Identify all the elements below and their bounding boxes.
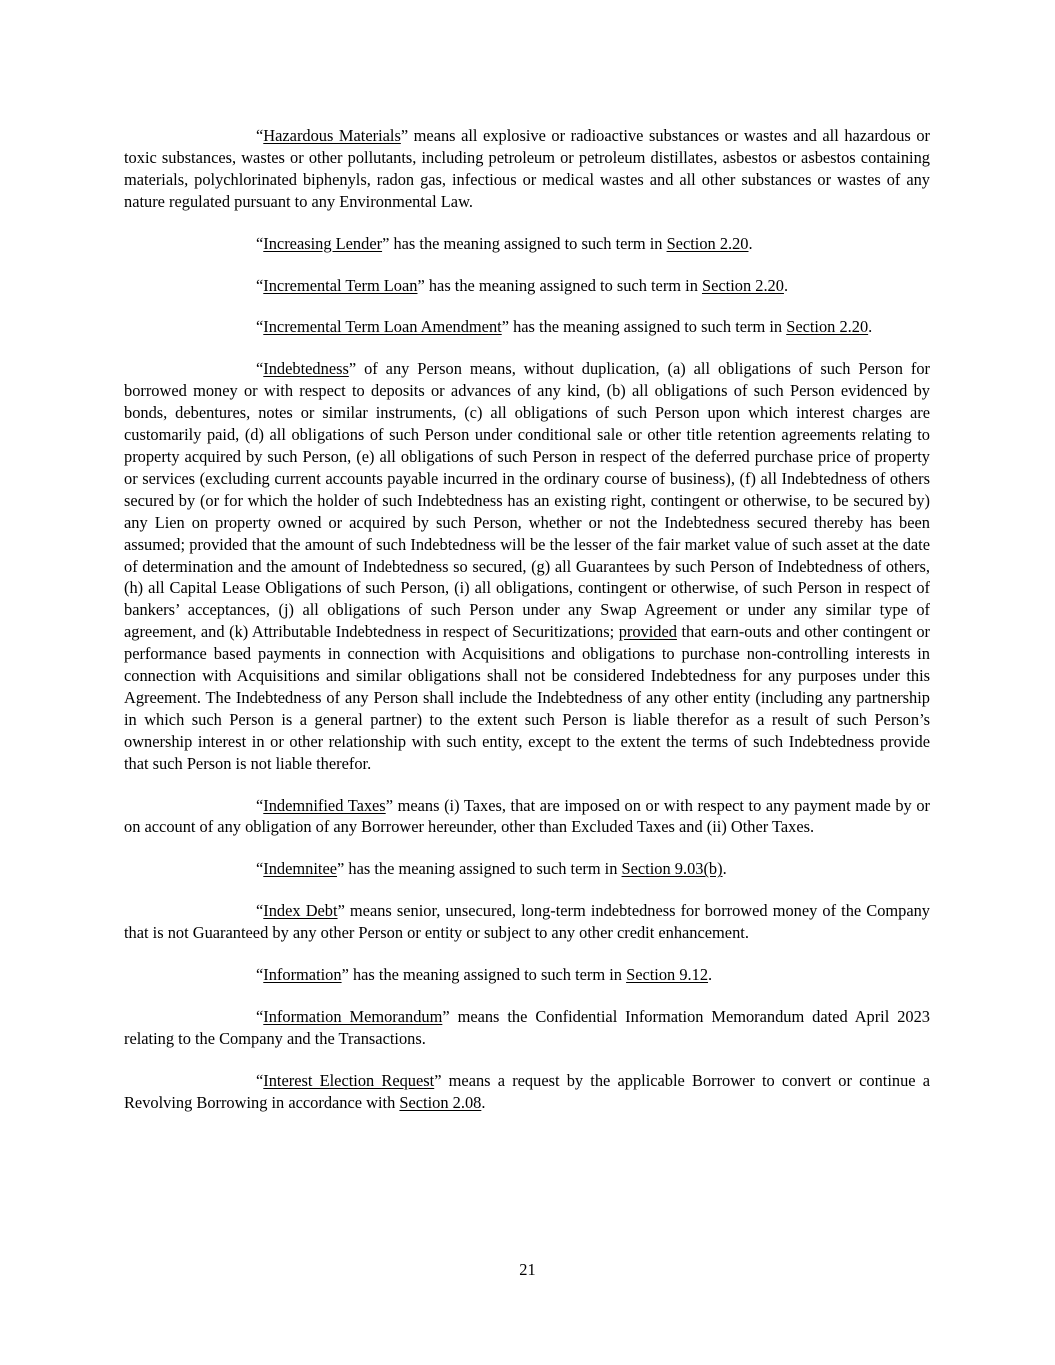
defined-term: Incremental Term Loan (263, 275, 418, 295)
defined-term: Hazardous Materials (263, 126, 401, 145)
defined-term: Indemnitee (263, 859, 338, 879)
definition-increasing-lender: “Increasing Lender” has the meaning assigned to such term in Section 2.20. (256, 233, 753, 253)
definition-incremental-term-loan-amendment: “Incremental Term Loan Amendment” has the meaning assigned to such term in Section 2.20. (256, 317, 873, 337)
defined-term: Interest Election Request (263, 1070, 435, 1090)
defined-term: Information (263, 965, 342, 985)
definition-incremental-term-loan: “Incremental Term Loan” has the meaning assigned to such term in Section 2.20. (256, 275, 789, 295)
section-reference: Section 2.20 (701, 275, 784, 295)
defined-term: Information Memorandum (263, 1007, 443, 1026)
section-reference: Section 2.20 (666, 233, 749, 253)
section-reference: Section 9.03(b) (621, 859, 723, 879)
defined-term: Indemnified Taxes (263, 795, 386, 815)
proviso-term: provided (618, 622, 677, 642)
definition-index-debt: “Index Debt” means senior, unsecured, long-term indebtedness for borrowed money of the Company that is not Guaranteed by any other Person or entity or subject to any other credit enhancement. (124, 901, 931, 943)
definition-indebtedness: “Indebtedness” of any Person means, without duplication, (a) all obligations of such Person for borrowed money or with respect to deposits or advances of any kind, (b) all obligations of such Person evidenced by bonds, debentures, notes or similar instruments, (c) all obligations of such Person upon which interest charges are customarily paid, (d) all obligations of such Person under conditional sale or other title retention agreements relating to property acquired by such Person, (e) all obligations of such Person in respect of the deferred purchase price of property or services (excluding current accounts payable incurred in the ordinary course of business), (f) all Indebtedness of others secured by (or for which the holder of such Indebtedness has an existing right, contingent or otherwise, to be secured by) any Lien on property owned or acquired by such Person, whether or not the Indebtedness secured thereby has been assumed; provided that the amount of such Indebtedness will be the lesser of the fair market value of such asset at the date of determination and the amount of Indebtedness so secured, (g) all Guarantees by such Person of Indebtedness of others, (h) all Capital Lease Obligations of such Person, (i) all obligations, contingent or otherwise, of such Person in respect of bankers’ acceptances, (j) all obligations of such Person under any Swap Agreement or under any similar type of agreement, and (k) Attributable Indebtedness in respect of Securitizations; provided that earn-outs and other contingent or performance based payments in connection with Acquisitions and obligations to purchase non-controlling interests in connection with Acquisitions and similar obligations shall not be considered Indebtedness for any purposes under this Agreement. The Indebtedness of any Person shall include the Indebtedness of any other entity (including any partnership in which such Person is a general partner) to the extent such Person is liable therefor as a result of such Person’s ownership interest in or other relationship with such entity, except to the extent the terms of such Indebtedness provide that such Person is not liable therefor. (124, 359, 930, 773)
definition-indemnitee: “Indemnitee” has the meaning assigned to such term in Section 9.03(b). (256, 859, 727, 879)
section-reference: Section 2.08 (399, 1092, 482, 1112)
definition-information: “Information” has the meaning assigned to such term in Section 9.12. (256, 965, 713, 985)
definition-hazardous-materials: “Hazardous Materials” means all explosive or radioactive substances or wastes and all hazardous or toxic substances, wastes or other pollutants, including petroleum or petroleum distillates, asbestos or asbestos containing materials, polychlorinated biphenyls, radon gas, infectious or medical wastes and all other substances or wastes of any nature regulated pursuant to any Environmental Law. (124, 126, 930, 211)
defined-term: Indebtedness (263, 359, 349, 379)
defined-term: Index Debt (263, 901, 338, 921)
defined-term: Incremental Term Loan Amendment (263, 317, 502, 337)
document-page (124, 125, 930, 1134)
definition-interest-election-request: “Interest Election Request” means a request by the applicable Borrower to convert or continue a Revolving Borrowing in accordance with Section 2.08. (124, 1070, 930, 1112)
definition-indemnified-taxes: “Indemnified Taxes” means (i) Taxes, that are imposed on or with respect to any payment made by or on account of any obligation of any Borrower hereunder, other than Excluded Taxes and (ii) Other Taxes. (124, 795, 930, 837)
page-number: 21 (519, 1260, 536, 1279)
section-reference: Section 2.20 (786, 317, 869, 337)
defined-term: Increasing Lender (263, 233, 383, 253)
section-reference: Section 9.12 (626, 965, 709, 985)
definition-information-memorandum: “Information Memorandum” means the Confidential Information Memorandum dated April 2023 relating to the Company and the Transactions. (124, 1007, 930, 1048)
